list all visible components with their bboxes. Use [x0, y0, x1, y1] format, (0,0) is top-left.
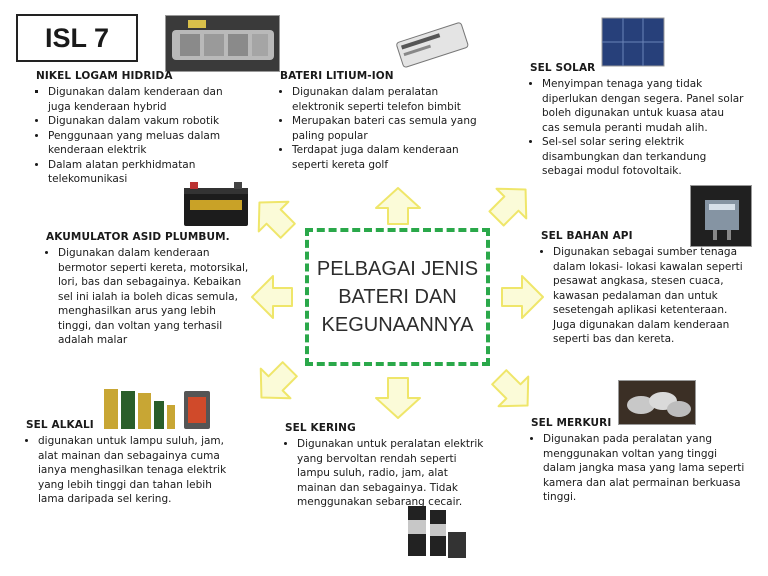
list-item: • Dalam alatan perkhidmatan telekomunikasi: [48, 158, 236, 187]
list-item: • Terdapat juga dalam kenderaan seperti kereta golf: [292, 143, 480, 172]
list-item: • digunakan untuk lampu suluh, jam, alat mainan dan sebagainya cuma ianya menghasilkan tenaga elektrik yang lebih tinggi dan tahan lebih lama daripada sel kering.: [38, 434, 240, 507]
section-nikel: [36, 70, 236, 187]
section-title: SEL SOLAR: [530, 62, 596, 74]
section-title: SEL ALKALI: [26, 419, 94, 431]
arrow-right-icon: [502, 276, 543, 318]
list-item: • Digunakan dalam peralatan elektronik seperti telefon bimbit: [292, 85, 480, 114]
section-title: SEL MERKURI: [531, 417, 612, 429]
arrow-upright-icon: [482, 175, 541, 234]
section-title: SEL BAHAN API: [541, 230, 633, 242]
arrow-downleft-icon: [247, 354, 305, 412]
section-title: NIKEL LOGAM HIDRIDA: [36, 70, 173, 82]
section-litium: [280, 70, 480, 172]
section-title: SEL KERING: [285, 422, 356, 434]
section-solar: [530, 62, 745, 179]
section-title: AKUMULATOR ASID PLUMBUM.: [46, 231, 230, 243]
list-item: • Digunakan dalam kenderaan bermotor seperti kereta, motorsikal, lori, bas dan sebagainya. Kebaikan sel ini ialah ia boleh dicas semula, menghasilkan arus yang lebih tinggi, dan voltan yang terhasil adalah malar: [58, 246, 251, 348]
arrow-downright-icon: [484, 362, 542, 420]
list-item: • Sel-sel solar sering elektrik disambungkan dan terkandung sebagai modul fotovoltaik.: [542, 135, 745, 179]
list-item: • Digunakan untuk peralatan elektrik yang bervoltan rendah seperti lampu suluh, radio, jam, alat mainan dan sebagainya. Tidak menggunakan sebarang cecair.: [297, 437, 485, 510]
list-item: • Digunakan dalam vakum robotik: [48, 114, 236, 129]
section-akumulator: [46, 231, 251, 348]
section-kering: [285, 422, 485, 510]
isl-badge: ISL 7: [16, 14, 138, 62]
section-alkali: [26, 419, 240, 507]
list-item: • Penggunaan yang meluas dalam kenderaan elektrik: [48, 129, 236, 158]
center-title-box: [305, 228, 490, 366]
arrow-down-icon: [376, 378, 420, 418]
arrow-left-icon: [252, 276, 292, 318]
center-title: PELBAGAI JENIS BATERI DAN KEGUNAANNYA: [316, 258, 479, 336]
list-item: ▪ Digunakan dalam kenderaan dan juga kenderaan hybrid: [48, 85, 236, 114]
section-bahan-api: [541, 230, 751, 347]
list-item: • Digunakan pada peralatan yang menggunakan voltan yang tinggi dalam jangka masa yang lama seperti kamera dan alat permainan berkuasa tinggi.: [543, 432, 751, 505]
section-title: BATERI LITIUM-ION: [280, 70, 394, 82]
arrow-up-icon: [376, 188, 420, 224]
section-merkuri: [531, 417, 751, 505]
list-item: • Merupakan bateri cas semula yang paling popular: [292, 114, 480, 143]
list-item: • Menyimpan tenaga yang tidak diperlukan dengan segera. Panel solar boleh digunakan untuk kuasa atau cas semula peranti mudah alih.: [542, 77, 745, 135]
arrow-upleft-icon: [245, 188, 303, 246]
list-item: • Digunakan sebagai sumber tenaga dalam lokasi- lokasi kawalan seperti pesawat angkasa, stesen cuaca, kawasan pedalaman dan untuk sesetengah aplikasi ketenteraan. Juga digunakan dalam kenderaan seperti bas dan kereta.: [553, 245, 751, 347]
